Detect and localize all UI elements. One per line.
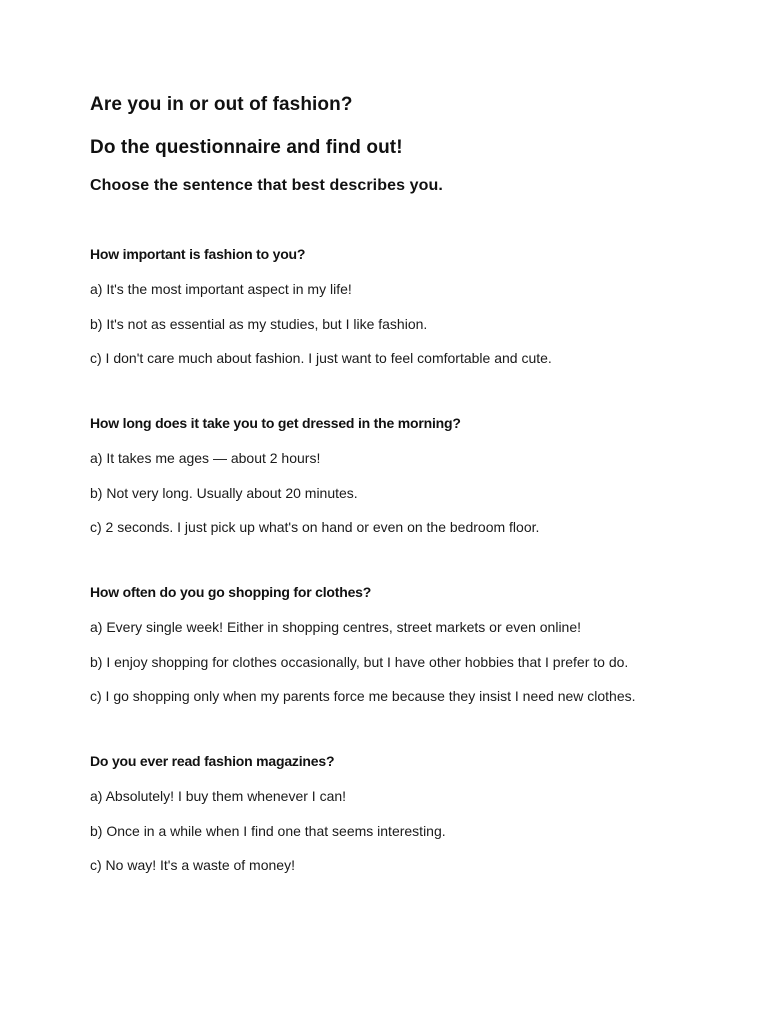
answer-option-b: b) Once in a while when I find one that seems interesting. [90,822,446,839]
page-subtitle: Do the questionnaire and find out! [90,137,403,158]
question-heading: How important is fashion to you? [90,246,306,262]
document-content [90,92,730,920]
answer-option-c: c) No way! It's a waste of money! [90,857,295,873]
answer-option-a: a) It takes me ages — about 2 hours! [90,450,321,466]
question-block-2 [90,413,730,537]
answer-option-a: a) Every single week! Either in shopping centres, street markets or even online! [90,619,582,635]
answer-option-c: c) I go shopping only when my parents force me because they insist I need new clothes. [90,688,636,704]
answer-option-b: b) I enjoy shopping for clothes occasionally, but I have other hobbies that I prefer to do. [90,653,629,670]
question-block-1 [90,244,730,368]
question-block-3 [90,582,730,706]
answer-option-b: b) It's not as essential as my studies, but I like fashion. [90,315,428,332]
question-heading: How often do you go shopping for clothes? [90,584,372,600]
question-block-4 [90,751,730,875]
answer-option-c: c) 2 seconds. I just pick up what's on hand or even on the bedroom floor. [90,519,540,535]
page-title: Are you in or out of fashion? [90,94,353,115]
question-heading: How long does it take you to get dressed in the morning? [90,415,461,431]
answer-option-c: c) I don't care much about fashion. I just want to feel comfortable and cute. [90,350,552,366]
question-heading: Do you ever read fashion magazines? [90,753,335,769]
answer-option-a: a) Absolutely! I buy them whenever I can! [90,788,347,804]
answer-option-b: b) Not very long. Usually about 20 minutes. [90,484,358,501]
instruction-text: Choose the sentence that best describes you. [90,177,443,194]
answer-option-a: a) It's the most important aspect in my life! [90,281,352,297]
